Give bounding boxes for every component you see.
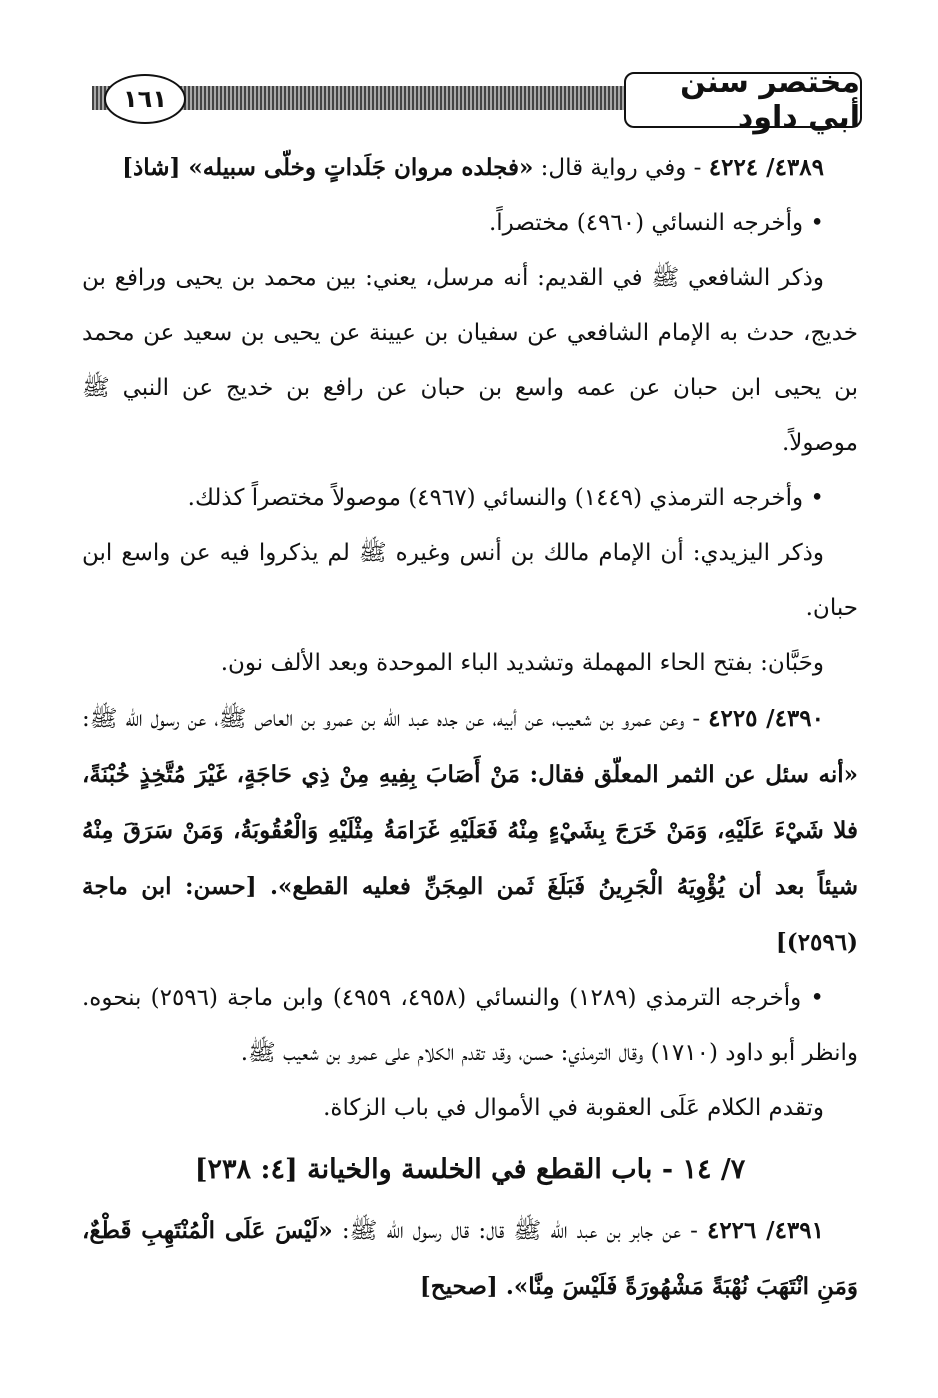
hadith-4389: [82, 140, 858, 196]
takhrij-note: • وأخرجه الترمذي (١٤٤٩) والنسائي (٤٩٦٧) موصولاً مختصراً كذلك.: [187, 485, 824, 511]
commentary-paragraph: وذكر اليزيدي: أن الإمام مالك بن أنس وغيره ﷺ لم يذكروا فيه عن واسع ابن حبان.: [82, 540, 858, 621]
page-header: [92, 65, 862, 135]
page-body: [82, 140, 858, 1315]
hadith-4390: [82, 691, 858, 971]
commentary-paragraph: وتقدم الكلام عَلَى العقوبة في الأموال في باب الزكاة.: [323, 1095, 824, 1121]
chapter-heading: ٧/ ١٤ - باب القطع في الخلسة والخيانة [٤: ٢٣٨]: [194, 1154, 746, 1185]
takhrij-note: • وأخرجه النسائي (٤٩٦٠) مختصراً.: [488, 210, 824, 236]
hadith-number: ٤٣٩١/ ٤٢٢٦: [706, 1217, 824, 1244]
hadith-text: - وعن عمرو بن شعيب، عن أبيه، عن جده عبد الله بن عمرو بن العاص ﷺ، عن رسول الله ﷺ:: [82, 706, 709, 732]
commentary-paragraph: وذكر الشافعي ﷺ في القديم: أنه مرسل، يعني: بين محمد بن يحيى ورافع بن خديج، حدث به الإمام الشافعي عن سفيان بن عيينة عن يحيى بن سعيد عن محمد بن يحيى ابن حبان عن عمه واسع بن حبان عن رافع بن خديج عن النبي ﷺ موصولاً.: [82, 265, 858, 456]
takhrij-note: • وأخرجه الترمذي (١٢٨٩) والنسائي (٤٩٥٨، ٤٩٥٩) وابن ماجة (٢٥٩٦) بنحوه. وانظر أبو داود (١٧١٠) وقال الترمذي: حسن، وقد تقدم الكلام على عمرو بن شعيب ﷺ.: [82, 985, 858, 1066]
book-title: مختصر سنن أبي داود: [624, 72, 862, 128]
hadith-number: ٤٣٨٩/ ٤٢٢٤: [708, 154, 824, 181]
hadith-quote: «لَيْسَ عَلَى الْمُنْتَهِبِ قَطْعٌ، وَمَنِ انْتَهَبَ نُهْبَةً مَشْهُورَةً فَلَيْسَ مِنَّا». [صحيح]: [82, 1217, 858, 1300]
hadith-text: - عن جابر بن عبد الله ﷺ قال: قال رسول الله ﷺ:: [332, 1218, 707, 1244]
hadith-quote: «فجلده مروان جَلَداتٍ وخلّى سبيله» [شاذ]: [122, 154, 534, 181]
hadith-number: ٤٣٩٠/ ٤٢٢٥: [708, 705, 824, 732]
hadith-text: - وفي رواية قال:: [533, 155, 709, 181]
commentary-paragraph: وحَبَّان: بفتح الحاء المهملة وتشديد الباء الموحدة وبعد الألف نون.: [220, 650, 824, 676]
page-number: ١٦١: [104, 74, 186, 124]
hadith-4391: [82, 1203, 858, 1315]
hadith-quote: «أنه سئل عن الثمر المعلّق فقال: مَنْ أَصَابَ بِفِيهِ مِنْ ذِي حَاجَةٍ، غَيْرَ مُتَّخِذٍ خُبْنَةً، فلا شَيْءَ عَلَيْهِ، وَمَنْ خَرَجَ بِشَيْءٍ مِنْهُ فَعَلَيْهِ غَرَامَةُ مِثْلَيْهِ وَالْعُقُوبَةُ، وَمَنْ سَرَقَ مِنْهُ شيئاً بعد أن يُؤْوِيَهُ الْجَرِينُ فَبَلَغَ ثَمن المِجَنِّ فعليه القطع». [حسن: ابن ماجة (٢٥٩٦)]: [82, 761, 858, 956]
